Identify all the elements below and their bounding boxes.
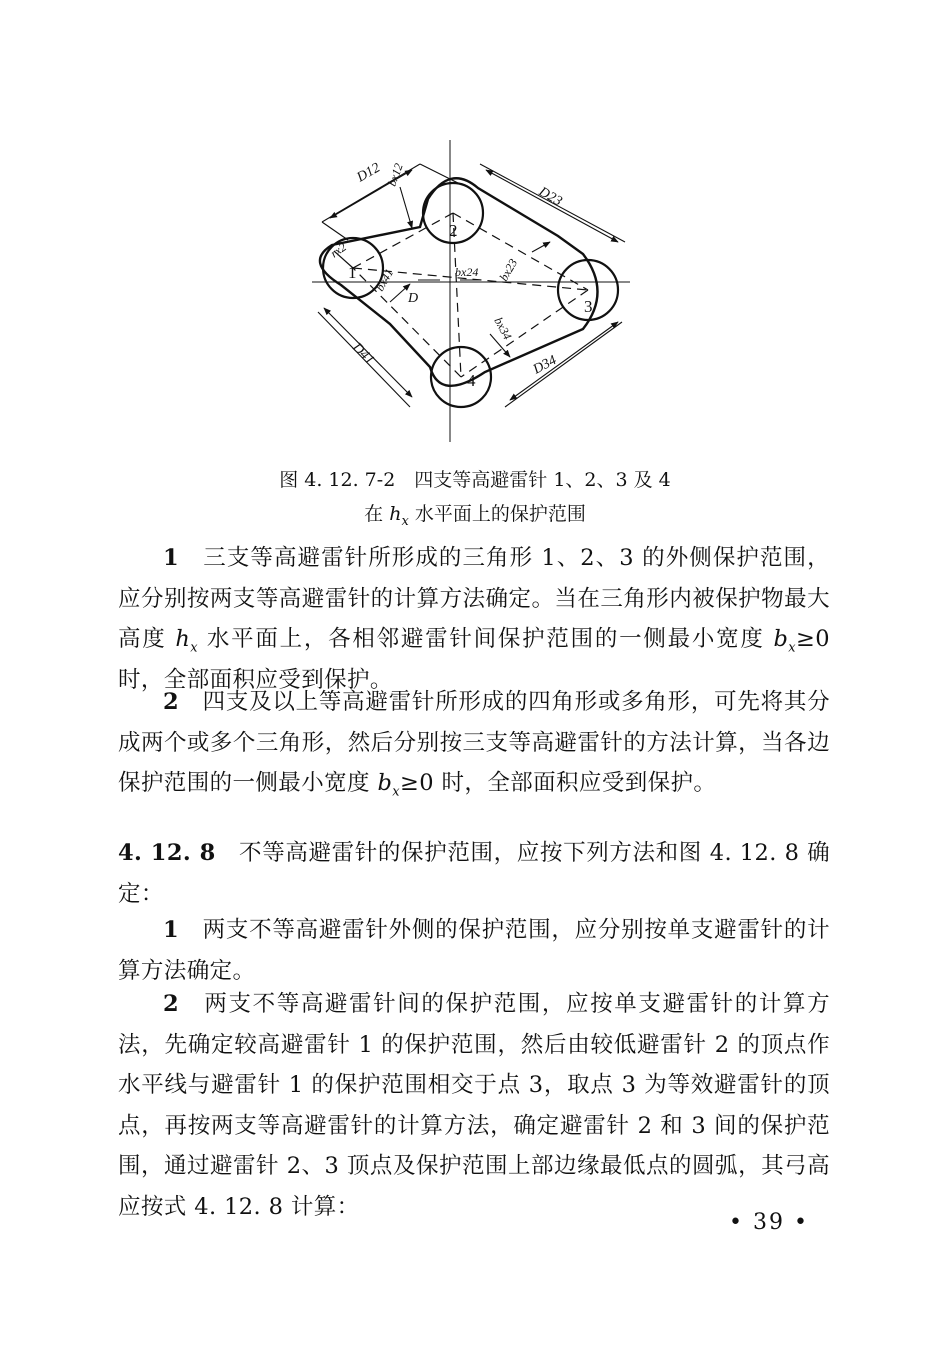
var-h: h — [175, 626, 191, 652]
rod-label-2: 2 — [449, 221, 458, 240]
dim-label-d: D — [408, 291, 419, 306]
paragraph-text: ≥0 时，全部面积应受到保护。 — [400, 770, 717, 796]
page-number: • 39 • — [729, 1210, 809, 1235]
figure-lightning-rod-protection — [300, 132, 660, 454]
width-label-bx41: bx41 — [372, 266, 397, 294]
caption-text: 在 — [364, 503, 384, 525]
var-b: b — [773, 626, 789, 652]
section-4-12-8 — [118, 833, 830, 914]
item-number: 1 — [163, 545, 180, 571]
paragraph-item-2-unequal-between — [118, 984, 830, 1227]
width-label-bx34: bx34 — [491, 314, 515, 343]
paragraph-item-1-unequal-outer — [118, 910, 830, 991]
paragraph-text: 四支及以上等高避雷针所形成的四角形或多角形，可先将其分成两个或多个三角形，然后分别按三支等高避雷针的方法计算，当各边保护范围的一侧最小宽度 — [118, 689, 830, 796]
dim-label-d34: D34 — [530, 352, 560, 378]
var-sub: x — [788, 640, 797, 656]
figure-caption-line-1: 图 4. 12. 7-2 四支等高避雷针 1、2、3 及 4 — [279, 469, 671, 491]
paragraph-text: 水平面上，各相邻避雷针间保护范围的一侧最小宽度 — [198, 626, 774, 652]
var-sub: x — [392, 784, 400, 800]
caption-text: 水平面上的保护范围 — [408, 503, 586, 525]
centre-lines — [312, 140, 630, 442]
section-number: 4. 12. 8 — [118, 840, 216, 866]
paragraph-text: 两支不等高避雷针间的保护范围，应按单支避雷针的计算方法，先确定较高避雷针 1 的保护范围，然后由较低避雷针 2 的顶点作水平线与避雷针 1 的保护范围相交于点 3，取点 3 为等效避雷针的顶点，再按两支等高避雷针的计算方法，确定避雷针 2 和 3 间的保护范围，通过避雷针 2、3 顶点及保护范围上部边缘最低点的圆弧，其弓高应按式 4. 12. 8 计算： — [118, 991, 830, 1220]
width-label-bx12: bx12 — [384, 161, 406, 189]
rod-label-3: 3 — [584, 297, 593, 316]
dim-label-d41: D41 — [349, 340, 377, 368]
protection-diagram — [300, 132, 660, 454]
paragraph-item-1-three-rods — [118, 538, 830, 700]
item-number: 2 — [163, 689, 180, 715]
rod-label-4: 4 — [467, 371, 476, 390]
item-number: 2 — [163, 991, 180, 1017]
dim-label-d12: D12 — [354, 160, 383, 186]
width-label-bx23: bx23 — [496, 256, 521, 284]
caption-sub: x — [401, 513, 409, 529]
section-text: 不等高避雷针的保护范围，应按下列方法和图 4. 12. 8 确定： — [118, 840, 831, 907]
paragraph-text: ≥0 时，全部面积应受到保护。 — [118, 626, 830, 693]
dim-label-d23: D23 — [536, 184, 565, 210]
rod-label-1: 1 — [348, 263, 357, 282]
paragraph-text: 三支等高避雷针所形成的三角形 1、2、3 的外侧保护范围，应分别按两支等高避雷针的计算方法确定。当在三角形内被保护物最大高度 — [118, 545, 830, 652]
caption-var: h — [389, 503, 402, 525]
radius-label-rx2: rx2 — [327, 239, 349, 261]
width-label-bx24: bx24 — [455, 265, 479, 279]
paragraph-item-2-four-rods — [118, 682, 830, 804]
var-b: b — [377, 770, 393, 796]
var-sub: x — [190, 640, 199, 656]
figure-caption-line-2 — [0, 500, 950, 528]
item-number: 1 — [163, 917, 180, 943]
paragraph-text: 两支不等高避雷针外侧的保护范围，应分别按单支避雷针的计算方法确定。 — [118, 917, 830, 984]
